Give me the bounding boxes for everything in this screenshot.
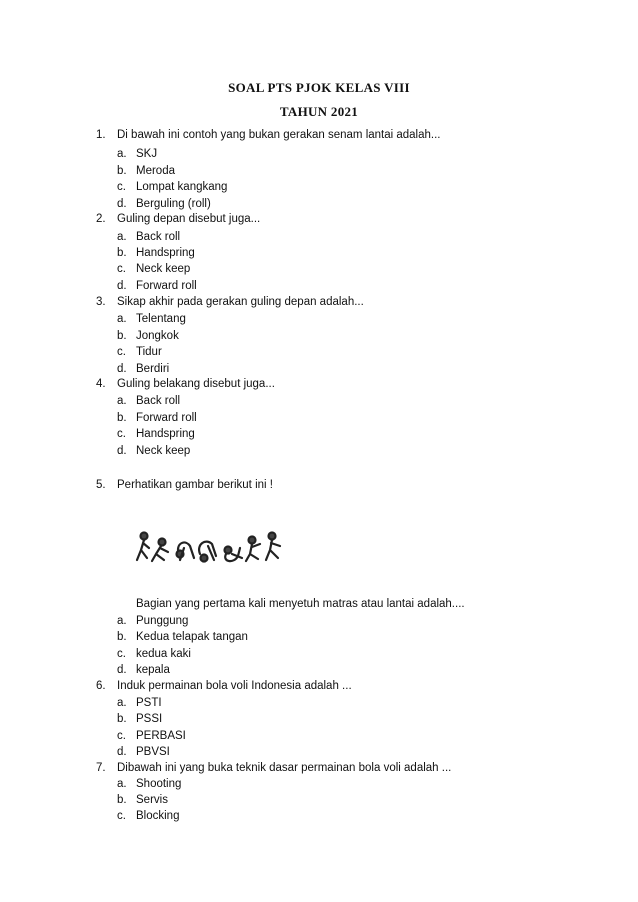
option-4b — [117, 412, 197, 424]
option-4d — [117, 445, 190, 457]
option-5a — [117, 615, 188, 627]
option-5c — [117, 648, 191, 660]
option-text: Telentang — [136, 313, 186, 325]
option-letter: b. — [117, 330, 127, 342]
option-text: Servis — [136, 794, 168, 806]
option-2a — [117, 231, 180, 243]
option-text: Shooting — [136, 778, 182, 790]
option-letter: c. — [117, 263, 126, 275]
option-text: Handspring — [136, 428, 195, 440]
question-text: Di bawah ini contoh yang bukan gerakan senam lantai adalah... — [117, 129, 441, 141]
option-text: Neck keep — [136, 263, 191, 275]
option-1d — [117, 198, 211, 210]
question-text: Dibawah ini yang buka teknik dasar permainan bola voli adalah ... — [117, 762, 452, 774]
option-text: Kedua telapak tangan — [136, 631, 248, 643]
option-6c — [117, 730, 186, 742]
question-number: 6. — [96, 680, 106, 692]
option-letter: a. — [117, 615, 127, 627]
option-2c — [117, 263, 190, 275]
option-letter: d. — [117, 664, 127, 676]
question-text: Perhatikan gambar berikut ini ! — [117, 479, 273, 491]
question-6 — [96, 680, 352, 692]
option-1a — [117, 148, 157, 160]
option-5b — [117, 631, 248, 643]
option-7b — [117, 794, 168, 806]
option-letter: a. — [117, 231, 127, 243]
option-letter: a. — [117, 313, 127, 325]
option-text: Berdiri — [136, 363, 170, 375]
question-5 — [96, 479, 273, 491]
option-text: Jongkok — [136, 330, 179, 342]
option-3c — [117, 346, 162, 358]
option-text: Berguling (roll) — [136, 198, 211, 210]
option-text: kepala — [136, 664, 170, 676]
question-text: Guling belakang disebut juga... — [117, 378, 275, 390]
question-number: 1. — [96, 129, 106, 141]
option-text: PERBASI — [136, 730, 186, 742]
option-text: Forward roll — [136, 280, 197, 292]
option-7c — [117, 810, 179, 822]
option-text: kedua kaki — [136, 648, 191, 660]
option-letter: a. — [117, 148, 127, 160]
option-5d — [117, 664, 170, 676]
back-roll-sequence-illustration — [134, 528, 284, 568]
option-letter: c. — [117, 648, 126, 660]
option-text: Lompat kangkang — [136, 181, 228, 193]
question-3 — [96, 296, 364, 308]
question-1 — [96, 129, 441, 141]
option-letter: c. — [117, 810, 126, 822]
option-text: Tidur — [136, 346, 162, 358]
option-letter: a. — [117, 395, 127, 407]
option-letter: d. — [117, 363, 127, 375]
option-text: Back roll — [136, 231, 181, 243]
document-subtitle: TAHUN 2021 — [279, 104, 359, 119]
option-2b — [117, 247, 195, 259]
question-number: 7. — [96, 762, 106, 774]
option-text: PBVSI — [136, 746, 170, 758]
option-text: SKJ — [136, 148, 158, 160]
option-1b — [117, 165, 175, 177]
question-7 — [96, 762, 451, 774]
question-text: Sikap akhir pada gerakan guling depan adalah... — [117, 296, 364, 308]
option-6a — [117, 697, 162, 709]
option-text: PSTI — [136, 697, 162, 709]
option-letter: b. — [117, 165, 127, 177]
option-letter: a. — [117, 778, 127, 790]
option-letter: c. — [117, 181, 126, 193]
option-letter: d. — [117, 198, 127, 210]
option-letter: b. — [117, 713, 127, 725]
option-letter: d. — [117, 746, 127, 758]
option-text: Punggung — [136, 615, 189, 627]
option-letter: c. — [117, 428, 126, 440]
document-title: SOAL PTS PJOK KELAS VIII — [228, 80, 410, 95]
option-text: Neck keep — [136, 445, 191, 457]
question-number: 2. — [96, 213, 106, 225]
option-letter: a. — [117, 697, 127, 709]
option-6b — [117, 713, 162, 725]
option-text: Forward roll — [136, 412, 197, 424]
question-2 — [96, 213, 260, 225]
option-3b — [117, 330, 179, 342]
option-letter: b. — [117, 247, 127, 259]
option-2d — [117, 280, 197, 292]
option-letter: b. — [117, 631, 127, 643]
question-number: 3. — [96, 296, 106, 308]
option-letter: c. — [117, 730, 126, 742]
option-text: Meroda — [136, 165, 175, 177]
option-1c — [117, 181, 227, 193]
option-6d — [117, 746, 170, 758]
option-text: Blocking — [136, 810, 180, 822]
option-letter: c. — [117, 346, 126, 358]
option-letter: d. — [117, 280, 127, 292]
option-letter: b. — [117, 794, 127, 806]
option-text: Back roll — [136, 395, 181, 407]
option-3d — [117, 363, 169, 375]
option-4c — [117, 428, 195, 440]
option-3a — [117, 313, 186, 325]
option-text: Handspring — [136, 247, 195, 259]
question-4 — [96, 378, 275, 390]
option-letter: b. — [117, 412, 127, 424]
question-text: Induk permainan bola voli Indonesia adalah ... — [117, 680, 352, 692]
question-number: 4. — [96, 378, 106, 390]
question-5-caption: Bagian yang pertama kali menyetuh matras atau lantai adalah.... — [136, 598, 465, 610]
option-text: PSSI — [136, 713, 163, 725]
question-number: 5. — [96, 479, 106, 491]
option-4a — [117, 395, 180, 407]
question-text: Guling depan disebut juga... — [117, 213, 261, 225]
option-letter: d. — [117, 445, 127, 457]
option-7a — [117, 778, 181, 790]
